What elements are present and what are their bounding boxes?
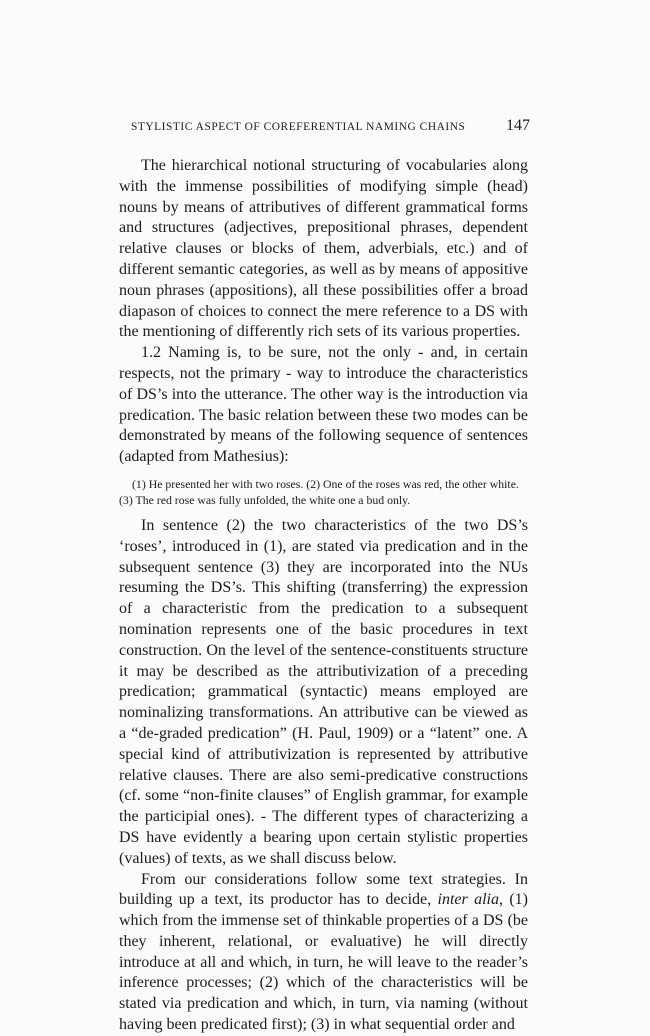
paragraph-3: In sentence (2) the two characteristics of the two DS’s ‘roses’, introduced in (1), are stated via predication and in the subsequent sentence (3) they are incorporated into the NUs resuming the DS’s. This shifting (transferring) the expression of a characteristic from the predication to a subsequent nomination represents one of the basic procedures in text construction. On the level of the sentence-constituents structure it may be described as the attributivization of a preceding predication; grammatical (syntactic) means employed are nominalizing transformations. An attributive can be viewed as a “de-graded predication” (H. Paul, 1909) or a “latent” one. A special kind of attributivization is represented by attributive relative clauses. There are also semi-predicative constructions (cf. some “non-finite clauses” of English grammar, for example the participial ones). - The different types of characterizing a DS have evidently a bearing upon certain stylistic properties (values) of texts, as we shall discuss below. bbox=[119, 516, 528, 867]
paragraph-4 bbox=[119, 870, 528, 1036]
paragraph-1: The hierarchical notional structuring of vocabularies along with the immense possibilities of modifying simple (head) nouns by means of attributives of different grammatical forms and structures (adjectives, prepositional phrases, dependent relative clauses or blocks of them, adverbials, etc.) and of different semantic categories, as well as by means of appositive noun phrases (appositions), all these possibilities offer a broad diapason of choices to connect the mere reference to a DS with the mentioning of differently rich sets of its various properties. bbox=[119, 157, 528, 341]
page-number: 147 bbox=[506, 117, 530, 134]
body-text bbox=[119, 156, 528, 1036]
page-header bbox=[118, 117, 530, 139]
running-title: STYLISTIC ASPECT OF COREFERENTIAL NAMING CHAINS bbox=[131, 121, 466, 133]
example-sentences bbox=[119, 476, 528, 508]
paragraph-2: 1.2 Naming is, to be sure, not the only - and, in certain respects, not the primary - way to introduce the characteristics of DS’s into the utterance. The other way is the introduction via predication. The basic relation between these two modes can be demonstrated by means of the following sequence of sentences (adapted from Mathesius): bbox=[119, 344, 528, 466]
paragraph-4-italic: inter alia bbox=[437, 891, 499, 909]
paragraph-4-start: From our considerations follow some text strategies. In building up a text, its productor has to decide, bbox=[119, 870, 528, 909]
example-line-1: (1) He presented her with two roses. (2) One of the roses was red, the other white. bbox=[132, 476, 519, 491]
paragraph-4-rest: , (1) which from the immense set of thinkable properties of a DS (be they inherent, relational, or evaluative) he will directly introduce at all and which, in turn, he will leave to the reader’s inference processes; (2) which of the characteristics will be stated via predication and which, in turn, via naming (without having been predicated first); (3) in what sequential order and bbox=[119, 891, 528, 1034]
example-line-2: (3) The red rose was fully unfolded, the white one a bud only. bbox=[119, 492, 411, 507]
